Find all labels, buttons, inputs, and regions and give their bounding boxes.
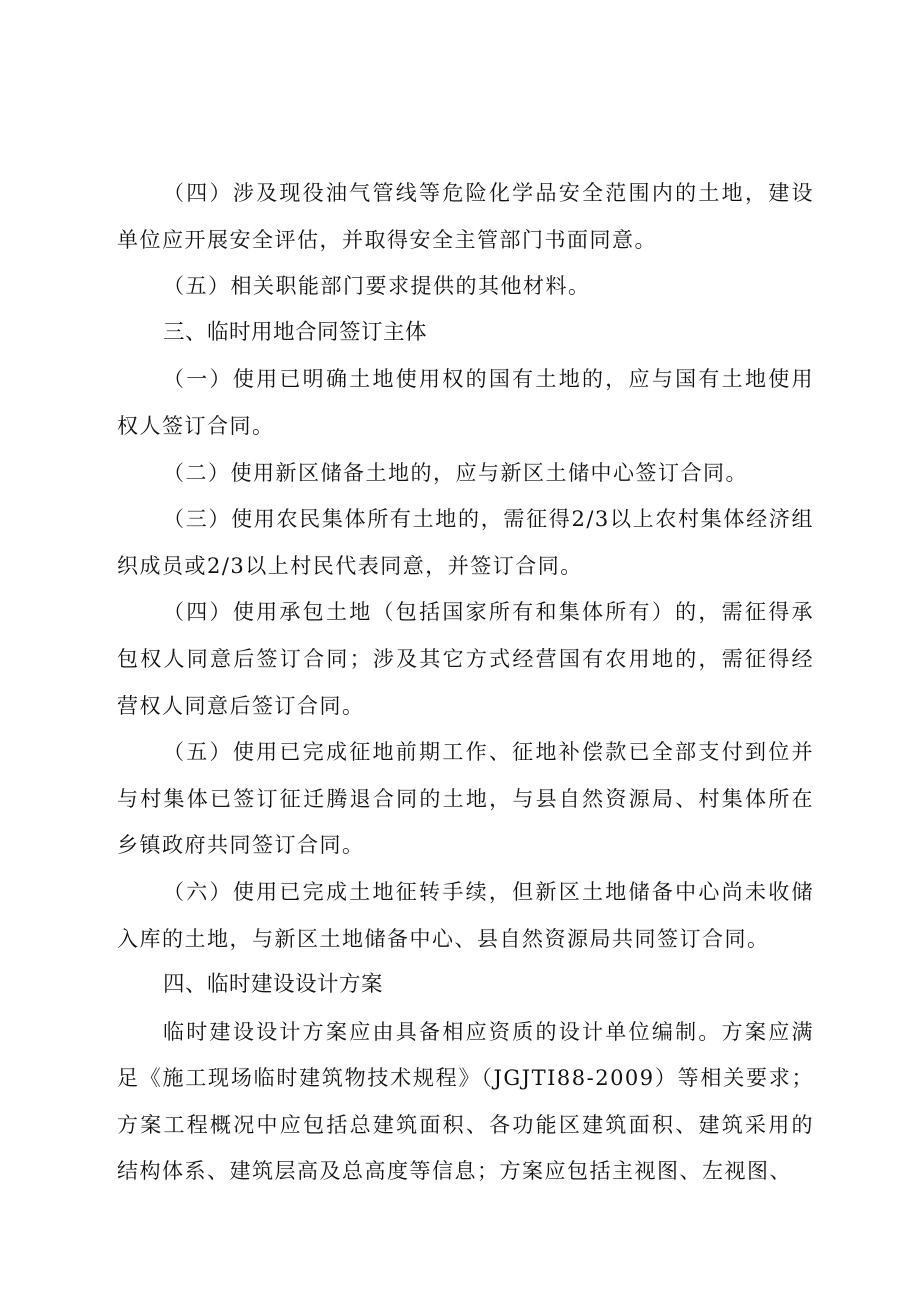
paragraph-reserve-land: （二）使用新区储备土地的，应与新区土储中心签订合同。 (163, 460, 748, 485)
paragraph-design-plan: 临时建设设计方案应由具备相应资质的设计单位编制。方案应满足《施工现场临时建筑物技术规程》（JGJTI88-2009）等相关要求；方案工程概况中应包括总建筑面积、各功能区建筑面积、建筑采用的结构体系、建筑层高及总高度等信息；方案应包括主视图、左视图、 (117, 1019, 814, 1184)
paragraph-collective-land: （三）使用农民集体所有土地的，需征得2/3以上农村集体经济组织成员或2/3以上村民代表同意，并签订合同。 (117, 507, 814, 578)
paragraph-contracted-land: （四）使用承包土地（包括国家所有和集体所有）的，需征得承包权人同意后签订合同；涉及其它方式经营国有农用地的，需征得经营权人同意后签订合同。 (117, 600, 814, 718)
paragraph-safety-assessment: （四）涉及现役油气管线等危险化学品安全范围内的土地，建设单位应开展安全评估，并取得安全主管部门书面同意。 (117, 181, 814, 252)
paragraph-state-land: （一）使用已明确土地使用权的国有土地的，应与国有土地使用权人签订合同。 (117, 367, 814, 438)
document-body (117, 170, 814, 1195)
section-heading-design-plan: 四、临时建设设计方案 (163, 972, 384, 998)
paragraph-expropriated-land: （五）使用已完成征地前期工作、征地补偿款已全部支付到位并与村集体已签订征迁腾退合同的土地，与县自然资源局、村集体所在乡镇政府共同签订合同。 (117, 740, 814, 858)
paragraph-converted-land: （六）使用已完成土地征转手续，但新区土地储备中心尚未收储入库的土地，与新区土地储备中心、县自然资源局共同签订合同。 (117, 879, 814, 951)
paragraph-other-materials: （五）相关职能部门要求提供的其他材料。 (163, 274, 591, 299)
section-heading-contract-parties: 三、临时用地合同签订主体 (163, 319, 428, 345)
